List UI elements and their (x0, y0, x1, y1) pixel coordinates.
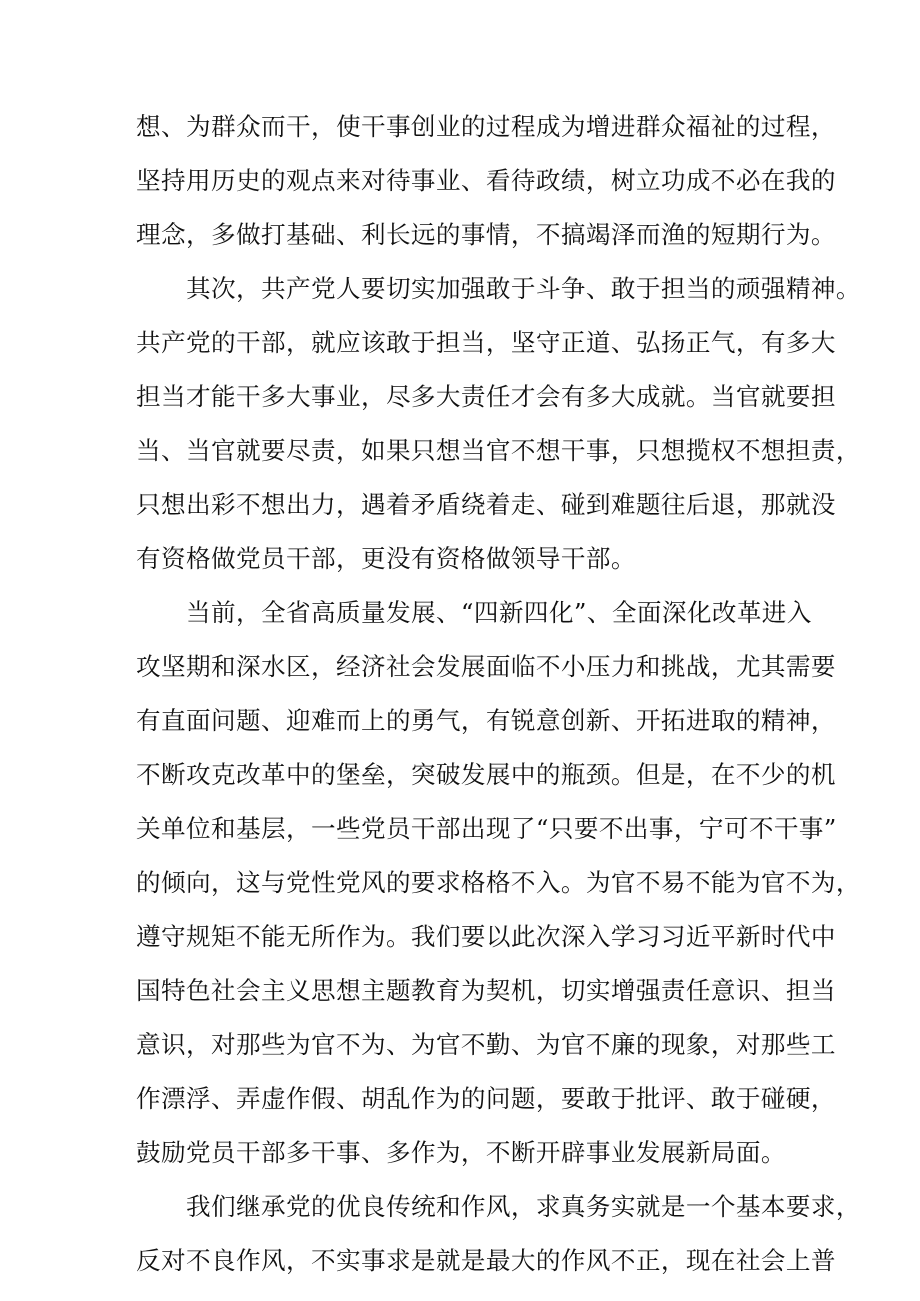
text-line: 共产党的干部，就应该敢于担当，坚守正道、弘扬正气，有多大 (136, 328, 836, 357)
text-line: 攻坚期和深水区，经济社会发展面临不小压力和挑战，尤其需要 (136, 652, 836, 681)
document-body (136, 100, 861, 1288)
text-line: 有直面问题、迎难而上的勇气，有锐意创新、开拓进取的精神， (136, 706, 836, 735)
text-line: 国特色社会主义思想主题教育为契机，切实增强责任意识、担当 (136, 976, 836, 1005)
paragraph-first-line: 其次，共产党人要切实加强敢于斗争、敢于担当的顽强精神。 (186, 274, 861, 303)
text-line: 作漂浮、弄虚作假、胡乱作为的问题，要敢于批评、敢于碰硬， (136, 1084, 836, 1113)
text-line: 遵守规矩不能无所作为。我们要以此次深入学习习近平新时代中 (136, 922, 836, 951)
text-line: 想、为群众而干，使干事创业的过程成为增进群众福祉的过程， (136, 112, 836, 141)
text-line: 鼓励党员干部多干事、多作为，不断开辟事业发展新局面。 (136, 1138, 786, 1167)
text-line: 当、当官就要尽责，如果只想当官不想干事，只想揽权不想担责， (136, 436, 861, 465)
paragraph-first-line: 当前，全省高质量发展、“四新四化”、全面深化改革进入 (186, 598, 812, 627)
text-line: 不断攻克改革中的堡垒，突破发展中的瓶颈。但是，在不少的机 (136, 760, 836, 789)
paragraph-first-line: 我们继承党的优良传统和作风，求真务实就是一个基本要求， (186, 1192, 861, 1221)
text-line: 有资格做党员干部，更没有资格做领导干部。 (136, 544, 636, 573)
text-line: 的倾向，这与党性党风的要求格格不入。为官不易不能为官不为， (136, 868, 861, 897)
text-line: 意识，对那些为官不为、为官不勤、为官不廉的现象，对那些工 (136, 1030, 836, 1059)
text-line: 关单位和基层，一些党员干部出现了“只要不出事，宁可不干事” (136, 814, 837, 843)
text-line: 担当才能干多大事业，尽多大责任才会有多大成就。当官就要担 (136, 382, 836, 411)
text-line: 坚持用历史的观点来对待事业、看待政绩，树立功成不必在我的 (136, 166, 836, 195)
text-line: 只想出彩不想出力，遇着矛盾绕着走、碰到难题往后退，那就没 (136, 490, 836, 519)
text-line: 理念，多做打基础、利长远的事情，不搞竭泽而渔的短期行为。 (136, 220, 836, 249)
text-line: 反对不良作风，不实事求是就是最大的作风不正，现在社会上普 (136, 1246, 836, 1275)
